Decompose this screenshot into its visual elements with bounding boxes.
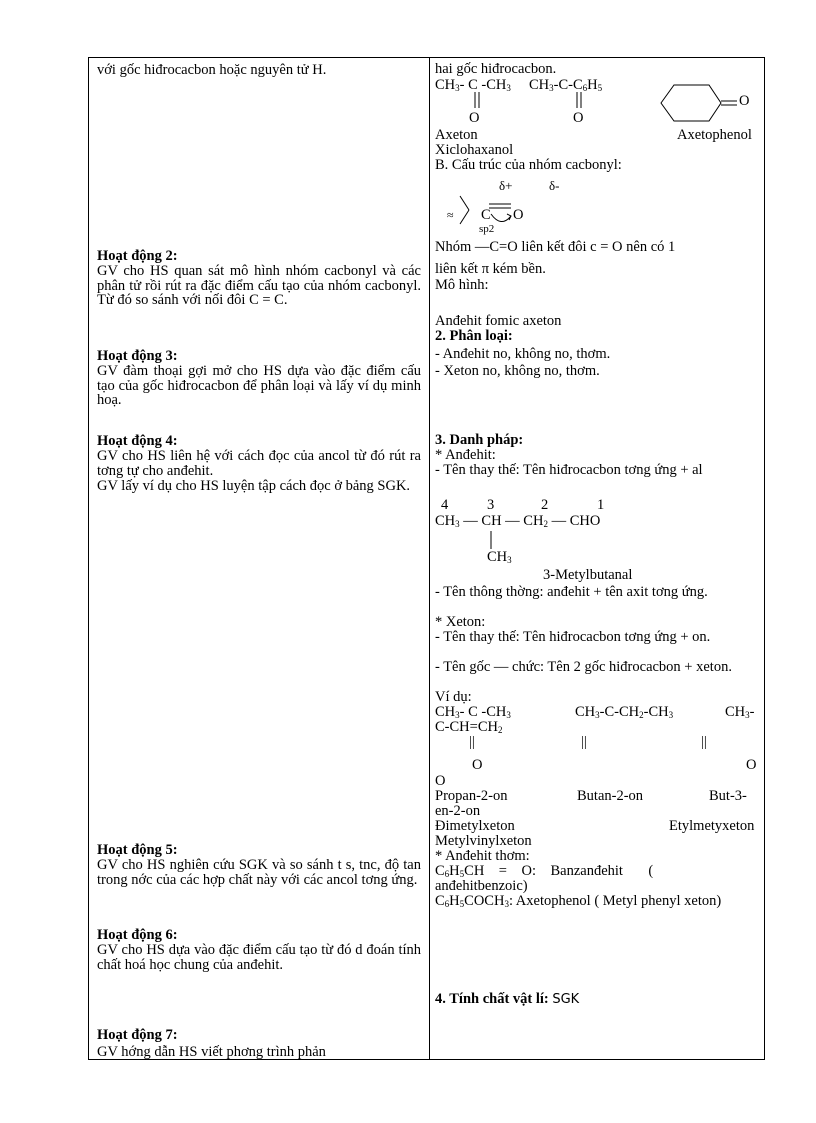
carbonyl-oxygen: O [513,207,524,223]
activity-3-title: Hoạt động 3: [97,348,178,364]
carbon-number-4: 4 [441,497,449,513]
example-name-butenone: But-3- [709,788,747,804]
example-label: Ví dụ: [435,689,472,705]
methylbutanal-chain: $CH_3$ — CH — $CH_2$ — CHO [435,513,601,529]
model-label: Mô hình: [435,277,489,293]
sp2-label: sp2 [479,223,495,235]
double-bond-ex-2: || [581,734,587,750]
example-oxygen-3: O [435,773,446,789]
activity-6-text: GV cho HS dựa vào đặc điểm cấu tạo từ đó d đoán tính chất hoá học chung của anđehit. [97,942,421,973]
physical-properties: 4. Tính chất vật lí: SGK [435,991,580,1007]
double-bond-ex-1: || [469,734,475,750]
bond-description-1: Nhóm —C=O liên kết đôi c = O nên có 1 [435,239,676,255]
branch-bond [487,529,495,551]
classification-title: 2. Phân loại: [435,328,513,344]
name-axetophenol: Axetophenol [677,127,752,143]
lesson-table [88,57,765,1060]
example-oxygen-1: O [472,757,483,773]
benzaldehyde-cont: anđehitbenzoic) [435,878,528,894]
double-bond-ex-3: || [701,734,707,750]
example-formula-1: $CH_3-$ C $-CH_3$ [435,704,511,720]
ketone-formula-1: $CH_3-$ C $-CH_3$ [435,77,511,93]
ring-oxygen: O [739,93,750,109]
model-names: Anđehit fomic axeton [435,313,562,329]
activity-7-text: GV hớng dẫn HS viết phơng trình phản [97,1044,326,1060]
left-intro: với gốc hiđrocacbon hoặc nguyên tử H. [97,62,327,78]
ketone-substitutive: - Tên thay thế: Tên hiđrocacbon tơng ứng + on. [435,629,711,645]
pi-symbol: π [481,261,490,277]
classification-item-1: - Anđehit no, không no, thơm. [435,346,611,362]
example-name-butenone-cont: en-2-on [435,803,481,819]
example-formula-2: $CH_3-C-CH_2-CH_3$ [575,704,674,720]
activity-5-text: GV cho HS nghiên cứu SGK và so sánh t s, tnc, độ tan trong nớc của các hợp chất này với các ancol tơng ứng. [97,857,421,888]
example-name-dimethylketone: Đimetylxeton [435,818,515,834]
classification-item-2: - Xeton no, không no, thơm. [435,363,600,379]
delta-minus: δ- [549,178,560,193]
acetophenone-line: $C_6H_5COCH_3$: Axetophenol ( Metyl phenyl xeton) [435,893,722,909]
ketone-formula-2: $CH_3-C-C_6H_5$ [529,77,603,93]
example-name-propanone: Propan-2-on [435,788,508,804]
activity-4-text-2: GV lấy ví dụ cho HS luyện tập cách đọc ở bảng SGK. [97,478,411,494]
double-bond-2 [571,92,591,112]
delta-plus: δ+ [499,178,513,193]
example-formula-3b: $C-CH=CH_2$ [435,719,503,735]
nomenclature-title: 3. Danh pháp: [435,432,524,448]
activity-3-text: GV đàm thoại gợi mở cho HS dựa vào đặc điểm cấu tạo của gốc hiđrocacbon để phân loại và lấy ví dụ minh hoạ. [97,363,421,408]
carbonyl-bond-diagram [457,194,537,234]
aromatic-aldehyde-heading: * Anđehit thơm: [435,848,530,864]
ketone-oxygen-2: O [573,110,584,126]
right-intro: hai gốc hiđrocacbon. [435,61,557,77]
substitutive-name: - Tên thay thế: Tên hiđrocacbon tơng ứng + al [435,462,703,478]
double-bond-1 [469,92,489,112]
activity-5-title: Hoạt động 5: [97,842,178,858]
carbon-number-3: 3 [487,497,495,513]
common-name-rule: - Tên thông thờng: anđehit + tên axit tơng ứng. [435,584,708,600]
activity-6-title: Hoạt động 6: [97,927,178,943]
column-divider [429,58,430,1059]
example-name-methylvinylketone: Metylvinylxeton [435,833,532,849]
example-name-methylbutanal: 3-Metylbutanal [543,567,633,583]
activity-4-title: Hoạt động 4: [97,433,178,449]
ketone-radical-functional: - Tên gốc — chức: Tên 2 gốc hiđrocacbon + xeton. [435,659,732,675]
example-name-butanone: Butan-2-on [577,788,644,804]
carbon-number-2: 2 [541,497,549,513]
branch-ch3: $CH_3$ [487,549,512,565]
carbonyl-carbon: C [481,207,491,223]
activity-4-text: GV cho HS liên hệ với cách đọc của ancol từ đó rút ra tơng tự cho anđehit. [97,448,421,479]
activity-2-text: GV cho HS quan sát mô hình nhóm cacbonyl và các phân tử rồi rút ra đặc điểm cấu tạo của nhóm cacbonyl. Từ đó so sánh với nối đôi C = C. [97,263,421,308]
activity-7-title: Hoạt động 7: [97,1027,178,1043]
bond-description-2: liên kết π kém bền. [435,261,546,277]
activity-2-title: Hoạt động 2: [97,248,178,264]
ketone-heading: * Xeton: [435,614,486,630]
approx-sign: ≈ [447,208,454,222]
example-formula-3a: $CH_3-$ [725,704,755,720]
carbon-number-1: 1 [597,497,605,513]
example-oxygen-2: O [746,757,757,773]
name-xiclohaxanol: Xiclohaxanol [435,142,514,158]
name-axeton: Axeton [435,127,478,143]
benzaldehyde-formula: $C_6H_5CH$ = O: Banzanđehit ( [435,863,654,879]
ketone-oxygen-1: O [469,110,480,126]
example-name-ethylmethylketone: Etylmetyxeton [669,818,755,834]
aldehyde-heading: * Anđehit: [435,447,496,463]
section-b-title: B. Cấu trúc của nhóm cacbonyl: [435,157,622,173]
